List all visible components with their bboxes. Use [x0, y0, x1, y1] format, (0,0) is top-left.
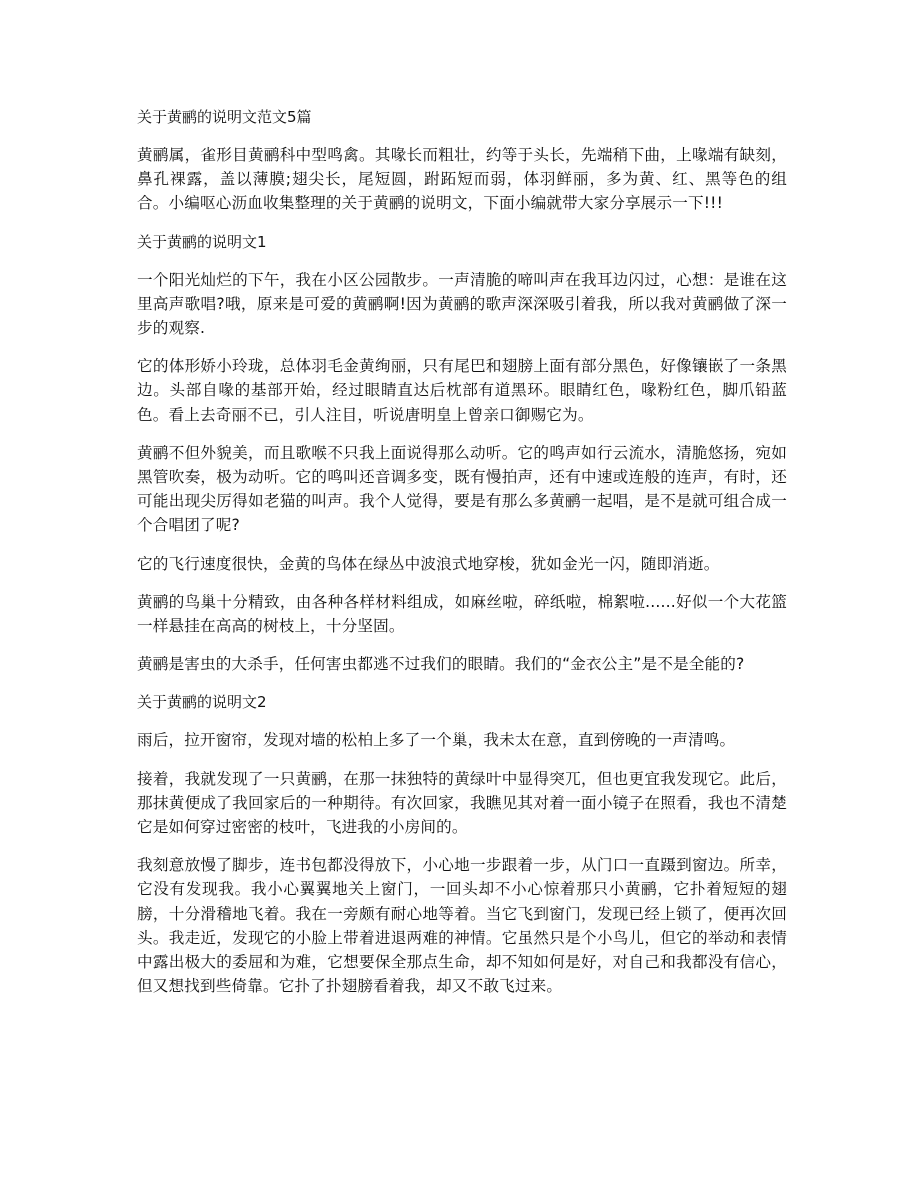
paragraph: 它的飞行速度很快，金黄的鸟体在绿丛中波浪式地穿梭，犹如金光一闪，随即消逝。 — [137, 554, 720, 573]
section-heading: 关于黄鹂的说明文2 — [137, 693, 267, 712]
paragraph: 我刻意放慢了脚步，连书包都没得放下，小心地一步跟着一步，从门口一直蹑到窗边。所幸，它没有发现我。我小心翼翼地关上窗门，一回头却不小心惊着那只小黄鹂，它扑着短短的翅膀，十分滑稽地飞着。我在一旁颇有耐心地等着。当它飞到窗门，发现已经上锁了，便再次回头。我走近，发现它的小脸上带着进退两难的神情。它虽然只是个小鸟儿，但它的举动和表情中露出极大的委屈和为难，它想要保全那点生命，却不知如何是好，对自己和我都没有信心，但又想找到些倚靠。它扑了扑翅膀看着我，却又不敢飞过来。 — [137, 856, 787, 996]
intro-paragraph: 黄鹂属，雀形目黄鹂科中型鸣禽。其喙长而粗壮，约等于头长，先端稍下曲，上喙端有缺刻，鼻孔裸露，盖以薄膜;翅尖长，尾短圆，跗跖短而弱，体羽鲜丽，多为黄、红、黑等色的组合。小编呕心沥血收集整理的关于黄鹂的说明文，下面小编就带大家分享展示一下!!! — [137, 146, 787, 213]
document-title: 关于黄鹂的说明文范文5篇 — [137, 108, 312, 126]
paragraph: 它的体形娇小玲珑，总体羽毛金黄绚丽，只有尾巴和翅膀上面有部分黑色，好像镶嵌了一条黑边。头部自喙的基部开始，经过眼睛直达后枕部有道黑环。眼睛红色，喙粉红色，脚爪铅蓝色。看上去奇丽不已，引人注目，听说唐明皇上曾亲口御赐它为。 — [137, 357, 787, 424]
paragraph: 黄鹂不但外貌美，而且歌喉不只我上面说得那么动听。它的鸣声如行云流水，清脆悠扬，宛如黑管吹奏，极为动听。它的鸣叫还音调多变，既有慢拍声，还有中速或连般的连声，有时，还可能出现尖厉得如老猫的叫声。我个人觉得，要是有那么多黄鹂一起唱，是不是就可组合成一个合唱团了呢? — [137, 443, 787, 535]
paragraph: 黄鹂的鸟巢十分精致，由各种各样材料组成，如麻丝啦，碎纸啦，棉絮啦......好似一个大花篮一样悬挂在高高的树枝上，十分坚固。 — [137, 592, 787, 636]
document-body — [137, 105, 787, 1012]
paragraph: 一个阳光灿烂的下午，我在小区公园散步。一声清脆的啼叫声在我耳边闪过，心想：是谁在这里高声歌唱?哦，原来是可爱的黄鹂啊!因为黄鹂的歌声深深吸引着我，所以我对黄鹂做了深一步的观察. — [137, 270, 787, 338]
paragraph: 接着，我就发现了一只黄鹂，在那一抹独特的黄绿叶中显得突兀，但也更宜我发现它。此后，那抹黄便成了我回家后的一种期待。有次回家，我瞧见其对着一面小镜子在照看，我也不清楚它是如何穿过密密的枝叶，飞进我的小房间的。 — [137, 769, 787, 837]
paragraph: 黄鹂是害虫的大杀手，任何害虫都逃不过我们的眼睛。我们的“金衣公主”是不是全能的? — [137, 655, 745, 674]
section-heading: 关于黄鹂的说明文1 — [137, 232, 267, 251]
paragraph: 雨后，拉开窗帘，发现对墙的松柏上多了一个巢，我未太在意，直到傍晚的一声清鸣。 — [137, 731, 736, 750]
